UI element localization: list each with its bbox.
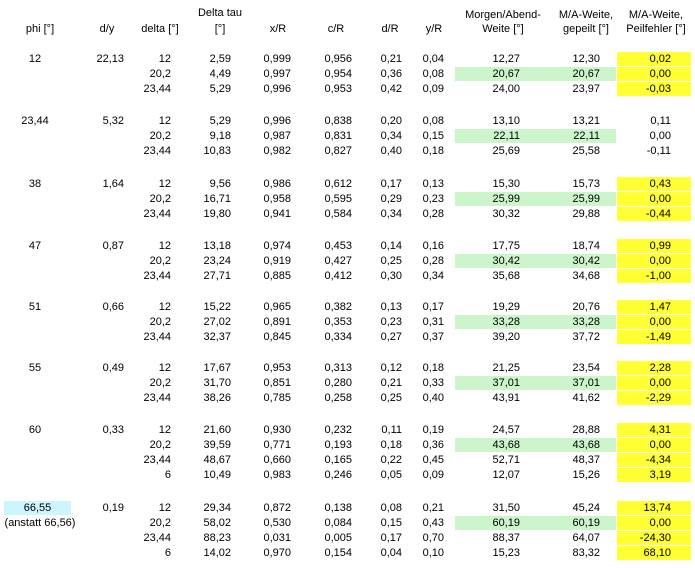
peilfehler-cell: 3,19 (617, 468, 691, 482)
weite-cell: 20,67 (455, 67, 548, 81)
cr-cell: 0,138 (324, 502, 352, 514)
gepeilt-cell: 25,99 (548, 192, 616, 206)
yr-cell: 0,40 (422, 392, 444, 404)
dy-cell: 1,64 (102, 178, 124, 190)
gepeilt-cell: 12,30 (572, 53, 600, 65)
cr-cell: 0,838 (324, 115, 352, 127)
weite-cell: 15,30 (492, 178, 520, 190)
yr-cell: 0,21 (422, 502, 444, 514)
gepeilt-cell: 15,73 (572, 178, 600, 190)
weite-cell: 43,91 (492, 392, 520, 404)
cr-cell: 0,246 (324, 469, 352, 481)
gepeilt-cell: 22,11 (548, 129, 616, 143)
peilfehler-cell: 0,43 (617, 177, 691, 191)
weite-cell: 39,20 (492, 331, 520, 343)
weite-cell: 19,29 (492, 301, 520, 313)
xr-cell: 0,958 (263, 193, 291, 205)
xr-cell: 0,891 (263, 316, 291, 328)
peilfehler-cell: -1,00 (617, 269, 691, 283)
peilfehler-cell: -4,34 (617, 453, 691, 467)
delta-cell: 12 (158, 240, 171, 252)
gepeilt-cell: 34,68 (572, 270, 600, 282)
dy-cell: 5,32 (102, 115, 124, 127)
header-peilfehler: M/A-Weite, (628, 9, 684, 21)
header-dy: d/y (99, 23, 115, 35)
xr-cell: 0,930 (263, 424, 291, 436)
xr-cell: 0,974 (263, 240, 291, 252)
delta-cell: 6 (164, 469, 171, 481)
delta-cell: 12 (158, 502, 171, 514)
dr-cell: 0,40 (380, 145, 402, 157)
weite-cell: 15,23 (492, 547, 520, 559)
dy-cell: 0,33 (102, 424, 124, 436)
header-delta-tau-unit: [°] (214, 23, 226, 35)
gepeilt-cell: 60,19 (548, 516, 616, 530)
xr-cell: 0,872 (263, 502, 291, 514)
gepeilt-cell: 23,54 (572, 362, 600, 374)
delta-tau-cell: 19,80 (203, 208, 231, 220)
delta-tau-cell: 13,18 (203, 240, 231, 252)
delta-cell: 12 (158, 115, 171, 127)
dr-cell: 0,42 (380, 83, 402, 95)
delta-tau-cell: 5,29 (209, 83, 231, 95)
gepeilt-cell: 45,24 (572, 502, 600, 514)
cr-cell: 0,353 (324, 316, 352, 328)
yr-cell: 0,37 (422, 331, 444, 343)
delta-tau-cell: 9,18 (209, 130, 231, 142)
xr-cell: 0,983 (263, 469, 291, 481)
peilfehler-cell: 0,00 (617, 192, 691, 206)
xr-cell: 0,885 (263, 270, 291, 282)
delta-cell: 20,2 (149, 439, 171, 451)
xr-cell: 0,941 (263, 208, 291, 220)
xr-cell: 0,785 (263, 392, 291, 404)
weite-cell: 25,69 (492, 145, 520, 157)
delta-tau-cell: 23,24 (203, 255, 231, 267)
cr-cell: 0,313 (324, 362, 352, 374)
delta-tau-cell: 27,02 (203, 316, 231, 328)
delta-tau-cell: 2,59 (209, 53, 231, 65)
phi-cell: 55 (28, 362, 42, 374)
header-phi: phi [°] (25, 23, 55, 35)
cr-cell: 0,334 (324, 331, 352, 343)
yr-cell: 0,18 (422, 362, 444, 374)
header-xr: x/R (269, 23, 287, 35)
peilfehler-cell: 0,00 (617, 254, 691, 268)
delta-cell: 20,2 (149, 316, 171, 328)
gepeilt-cell: 43,68 (548, 438, 616, 452)
gepeilt-cell: 30,42 (548, 254, 616, 268)
weite-cell: 25,99 (455, 192, 548, 206)
xr-cell: 0,970 (263, 547, 291, 559)
xr-cell: 0,996 (263, 83, 291, 95)
peilfehler-cell: 0,00 (617, 315, 691, 329)
peilfehler-cell: -2,29 (617, 391, 691, 405)
xr-cell: 0,982 (263, 145, 291, 157)
weite-cell: 37,01 (455, 376, 548, 390)
delta-cell: 20,2 (149, 130, 171, 142)
dr-cell: 0,22 (380, 454, 402, 466)
header-dr: d/R (381, 23, 399, 35)
yr-cell: 0,34 (422, 270, 444, 282)
delta-cell: 12 (158, 424, 171, 436)
dr-cell: 0,30 (380, 270, 402, 282)
cr-cell: 0,280 (324, 377, 352, 389)
gepeilt-cell: 41,62 (572, 392, 600, 404)
yr-cell: 0,15 (422, 130, 444, 142)
delta-cell: 20,2 (149, 517, 171, 529)
delta-tau-cell: 15,22 (203, 301, 231, 313)
delta-cell: 12 (158, 362, 171, 374)
yr-cell: 0,31 (422, 316, 444, 328)
dr-cell: 0,14 (380, 240, 402, 252)
gepeilt-cell: 18,74 (572, 240, 600, 252)
delta-tau-cell: 5,29 (209, 115, 231, 127)
dr-cell: 0,34 (380, 208, 402, 220)
yr-cell: 0,08 (422, 115, 444, 127)
header-weite: Morgen/Abend- (465, 9, 541, 21)
yr-cell: 0,18 (422, 145, 444, 157)
gepeilt-cell: 83,32 (572, 547, 600, 559)
delta-cell: 23,44 (143, 270, 171, 282)
phi-cell: 38 (28, 178, 42, 190)
xr-cell: 0,031 (263, 532, 291, 544)
header-gepeilt: M/A-Weite, (558, 9, 614, 21)
xr-cell: 0,999 (263, 53, 291, 65)
peilfehler-cell: 0,00 (617, 438, 691, 452)
delta-tau-cell: 39,59 (203, 439, 231, 451)
dr-cell: 0,23 (380, 316, 402, 328)
phi-note: (anstatt 66,56) (4, 517, 76, 529)
weite-cell: 21,25 (492, 362, 520, 374)
peilfehler-cell: 0,99 (617, 239, 691, 253)
peilfehler-cell: -0,44 (617, 207, 691, 221)
dr-cell: 0,04 (380, 547, 402, 559)
xr-cell: 0,953 (263, 362, 291, 374)
delta-tau-cell: 58,02 (203, 517, 231, 529)
dr-cell: 0,36 (380, 68, 402, 80)
weite-cell: 12,07 (492, 469, 520, 481)
delta-tau-cell: 4,49 (209, 68, 231, 80)
delta-cell: 20,2 (149, 255, 171, 267)
weite-cell: 22,11 (455, 129, 548, 143)
delta-tau-cell: 38,26 (203, 392, 231, 404)
dr-cell: 0,11 (381, 424, 402, 436)
cr-cell: 0,193 (324, 439, 352, 451)
delta-cell: 23,44 (143, 208, 171, 220)
yr-cell: 0,09 (422, 83, 444, 95)
weite-cell: 30,42 (455, 254, 548, 268)
yr-cell: 0,43 (422, 517, 444, 529)
header-cr: c/R (327, 23, 345, 35)
delta-tau-cell: 9,56 (209, 178, 231, 190)
xr-cell: 0,771 (263, 439, 291, 451)
cr-cell: 0,595 (324, 193, 352, 205)
weite-cell: 31,50 (492, 502, 520, 514)
cr-cell: 0,453 (324, 240, 352, 252)
dy-cell: 22,13 (96, 53, 124, 65)
dr-cell: 0,21 (380, 377, 402, 389)
gepeilt-cell: 15,26 (572, 469, 600, 481)
weite-cell: 24,57 (492, 424, 520, 436)
delta-cell: 12 (158, 301, 171, 313)
delta-cell: 20,2 (149, 193, 171, 205)
dr-cell: 0,20 (380, 115, 402, 127)
delta-cell: 23,44 (143, 392, 171, 404)
dy-cell: 0,87 (102, 240, 124, 252)
cr-cell: 0,827 (324, 145, 352, 157)
dr-cell: 0,21 (380, 53, 402, 65)
dr-cell: 0,17 (380, 532, 402, 544)
delta-cell: 20,2 (149, 68, 171, 80)
cr-cell: 0,412 (324, 270, 352, 282)
cr-cell: 0,382 (324, 301, 352, 313)
yr-cell: 0,28 (422, 208, 444, 220)
gepeilt-cell: 20,76 (572, 301, 600, 313)
dr-cell: 0,18 (380, 439, 402, 451)
delta-cell: 23,44 (143, 83, 171, 95)
dr-cell: 0,13 (380, 301, 402, 313)
peilfehler-cell: 1,47 (617, 300, 691, 314)
phi-cell: 66,55 (4, 501, 71, 515)
gepeilt-cell: 37,01 (548, 376, 616, 390)
peilfehler-cell: 13,74 (617, 501, 691, 515)
delta-tau-cell: 27,71 (203, 270, 231, 282)
peilfehler-cell: -1,49 (617, 330, 691, 344)
weite-cell: 12,27 (492, 53, 520, 65)
gepeilt-cell: 13,21 (572, 115, 600, 127)
yr-cell: 0,13 (422, 178, 444, 190)
delta-tau-cell: 14,02 (203, 547, 231, 559)
gepeilt-cell: 20,67 (548, 67, 616, 81)
yr-cell: 0,23 (422, 193, 444, 205)
peilfehler-cell: 0,00 (649, 130, 671, 142)
dr-cell: 0,15 (380, 517, 402, 529)
gepeilt-cell: 23,97 (572, 83, 600, 95)
delta-tau-cell: 31,70 (203, 377, 231, 389)
phi-cell: 47 (28, 240, 42, 252)
dy-cell: 0,66 (102, 301, 124, 313)
yr-cell: 0,36 (422, 439, 444, 451)
weite-cell: 60,19 (455, 516, 548, 530)
peilfehler-cell: 0,02 (617, 52, 691, 66)
delta-cell: 23,44 (143, 145, 171, 157)
delta-tau-cell: 16,71 (203, 193, 231, 205)
delta-cell: 6 (164, 547, 171, 559)
yr-cell: 0,04 (422, 53, 444, 65)
peilfehler-cell: 2,28 (617, 361, 691, 375)
delta-cell: 12 (158, 53, 171, 65)
cr-cell: 0,956 (324, 53, 352, 65)
cr-cell: 0,427 (324, 255, 352, 267)
xr-cell: 0,987 (263, 130, 291, 142)
header-peilfehler-unit: Peilfehler [°] (626, 23, 686, 35)
cr-cell: 0,258 (324, 392, 352, 404)
dr-cell: 0,27 (380, 331, 402, 343)
yr-cell: 0,10 (422, 547, 444, 559)
cr-cell: 0,232 (324, 424, 352, 436)
delta-cell: 20,2 (149, 377, 171, 389)
dr-cell: 0,05 (380, 469, 402, 481)
yr-cell: 0,28 (422, 255, 444, 267)
header-gepeilt-unit: gepeilt [°] (563, 23, 609, 35)
table-header (0, 0, 695, 45)
peilfehler-cell: -0,11 (646, 145, 671, 157)
weite-cell: 52,71 (492, 454, 520, 466)
xr-cell: 0,997 (263, 68, 291, 80)
phi-cell: 51 (28, 301, 42, 313)
cr-cell: 0,831 (324, 130, 352, 142)
yr-cell: 0,70 (422, 532, 444, 544)
weite-cell: 35,68 (492, 270, 520, 282)
peilfehler-cell: 0,00 (617, 516, 691, 530)
peilfehler-cell: -24,30 (617, 531, 691, 545)
header-yr: y/R (425, 23, 443, 35)
gepeilt-cell: 37,72 (572, 331, 600, 343)
dy-cell: 0,19 (102, 502, 124, 514)
peilfehler-cell: -0,03 (617, 82, 691, 96)
dr-cell: 0,34 (380, 130, 402, 142)
weite-cell: 24,00 (492, 83, 520, 95)
peilfehler-cell: 0,00 (617, 376, 691, 390)
delta-tau-cell: 10,49 (203, 469, 231, 481)
dr-cell: 0,17 (380, 178, 402, 190)
gepeilt-cell: 28,88 (572, 424, 600, 436)
xr-cell: 0,986 (263, 178, 291, 190)
yr-cell: 0,33 (422, 377, 444, 389)
cr-cell: 0,584 (324, 208, 352, 220)
delta-tau-cell: 29,34 (203, 502, 231, 514)
gepeilt-cell: 33,28 (548, 315, 616, 329)
delta-cell: 23,44 (143, 532, 171, 544)
dr-cell: 0,25 (380, 392, 402, 404)
yr-cell: 0,45 (422, 454, 444, 466)
dr-cell: 0,12 (380, 362, 402, 374)
phi-cell: 23,44 (21, 115, 49, 127)
gepeilt-cell: 64,07 (572, 532, 600, 544)
weite-cell: 33,28 (455, 315, 548, 329)
cr-cell: 0,954 (324, 68, 352, 80)
delta-cell: 12 (158, 178, 171, 190)
gepeilt-cell: 29,88 (572, 208, 600, 220)
delta-tau-cell: 21,60 (203, 424, 231, 436)
delta-tau-cell: 32,37 (203, 331, 231, 343)
phi-cell: 12 (28, 53, 42, 65)
peilfehler-cell: 0,00 (617, 67, 691, 81)
xr-cell: 0,996 (263, 115, 291, 127)
cr-cell: 0,154 (324, 547, 352, 559)
delta-tau-cell: 48,67 (203, 454, 231, 466)
xr-cell: 0,919 (263, 255, 291, 267)
header-delta: delta [°] (141, 23, 179, 35)
weite-cell: 13,10 (492, 115, 520, 127)
header-weite-unit: Weite [°] (482, 23, 524, 35)
xr-cell: 0,660 (263, 454, 291, 466)
dy-cell: 0,49 (102, 362, 124, 374)
yr-cell: 0,08 (422, 68, 444, 80)
yr-cell: 0,19 (422, 424, 444, 436)
cr-cell: 0,005 (324, 532, 352, 544)
delta-tau-cell: 88,23 (203, 532, 231, 544)
yr-cell: 0,17 (422, 301, 444, 313)
xr-cell: 0,965 (263, 301, 291, 313)
cr-cell: 0,084 (324, 517, 352, 529)
dr-cell: 0,29 (380, 193, 402, 205)
gepeilt-cell: 48,37 (572, 454, 600, 466)
peilfehler-cell: 0,11 (650, 115, 671, 127)
cr-cell: 0,612 (324, 178, 352, 190)
peilfehler-cell: 68,10 (617, 546, 691, 560)
weite-cell: 88,37 (492, 532, 520, 544)
xr-cell: 0,851 (263, 377, 291, 389)
weite-cell: 43,68 (455, 438, 548, 452)
delta-cell: 23,44 (143, 454, 171, 466)
weite-cell: 30,32 (492, 208, 520, 220)
gepeilt-cell: 25,58 (572, 145, 600, 157)
delta-tau-cell: 17,67 (203, 362, 231, 374)
phi-cell: 60 (28, 424, 42, 436)
header-delta-tau: Delta tau (197, 7, 243, 19)
yr-cell: 0,16 (422, 240, 444, 252)
weite-cell: 17,75 (492, 240, 520, 252)
dr-cell: 0,25 (380, 255, 402, 267)
cr-cell: 0,953 (324, 83, 352, 95)
cr-cell: 0,165 (324, 454, 352, 466)
yr-cell: 0,09 (422, 469, 444, 481)
xr-cell: 0,845 (263, 331, 291, 343)
delta-cell: 23,44 (143, 331, 171, 343)
dr-cell: 0,08 (380, 502, 402, 514)
delta-tau-cell: 10,83 (203, 145, 231, 157)
xr-cell: 0,530 (263, 517, 291, 529)
peilfehler-cell: 4,31 (617, 423, 691, 437)
